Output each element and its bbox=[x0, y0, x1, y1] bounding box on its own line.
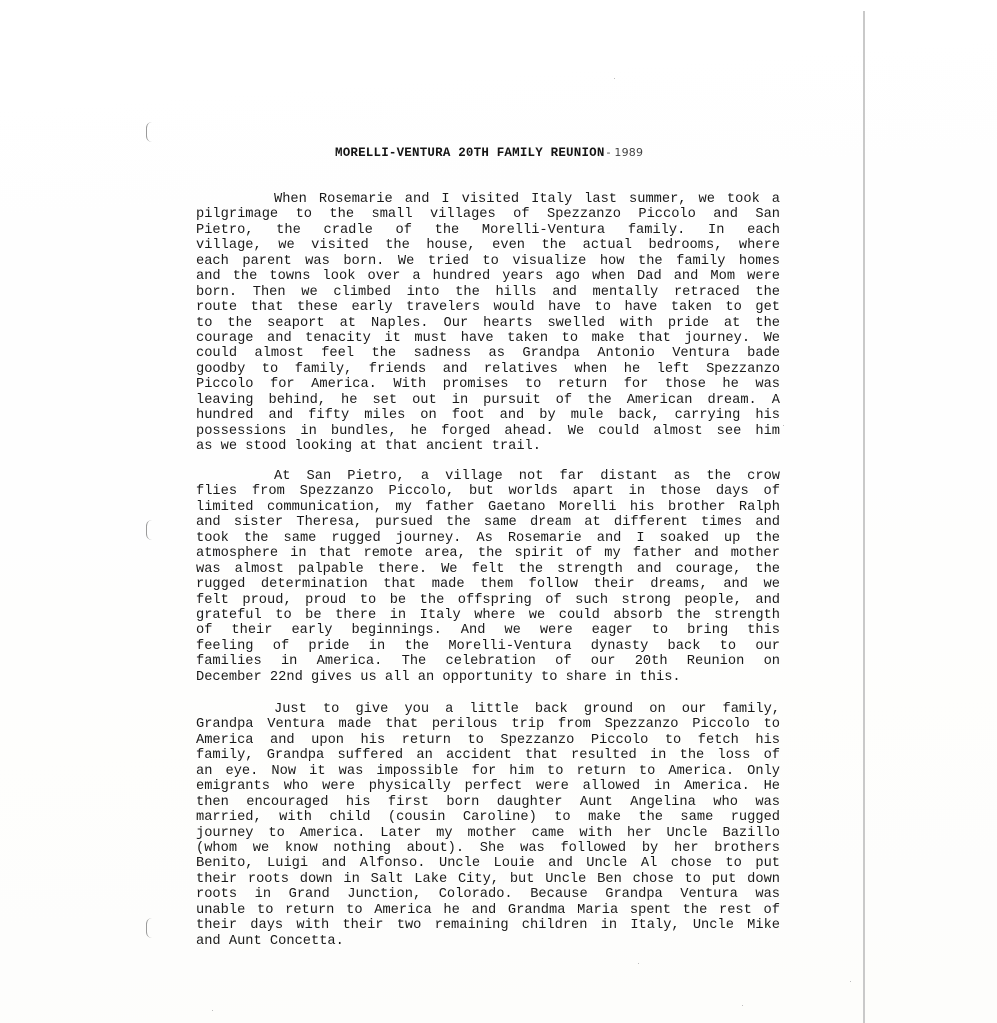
text-line: Pietro, the cradle of the Morelli-Ventura family. In each bbox=[196, 222, 780, 238]
text-line: leaving behind, he set out in pursuit of the American dream. A bbox=[196, 392, 780, 408]
text-line: Piccolo for America. With promises to return for those he was bbox=[196, 377, 780, 393]
paragraph-1 bbox=[196, 192, 780, 454]
scan-speck bbox=[614, 78, 615, 79]
text-line: could almost feel the sadness as Grandpa Antonio Ventura bade bbox=[196, 346, 780, 362]
text-line: atmosphere in that remote area, the spirit of my father and mother bbox=[196, 546, 780, 562]
handwritten-year-annotation: - 1989 bbox=[606, 146, 644, 159]
paragraph-2 bbox=[196, 469, 780, 685]
text-line: courage and tenacity it must have taken to make that journey. We bbox=[196, 330, 780, 346]
text-line: village, we visited the house, even the actual bedrooms, where bbox=[196, 238, 780, 254]
scan-speck bbox=[850, 981, 851, 982]
text-line: route that these early travelers would have to have taken to get bbox=[196, 300, 780, 316]
text-line: born. Then we climbed into the hills and mentally retraced the bbox=[196, 284, 780, 300]
text-line: an eye. Now it was impossible for him to return to America. Only bbox=[196, 763, 780, 779]
text-line: emigrants who were physically perfect were allowed in America. He bbox=[196, 779, 780, 795]
text-line: feeling of pride in the Morelli-Ventura dynasty back to our bbox=[196, 638, 780, 654]
text-line: as we stood looking at that ancient trail. bbox=[196, 439, 541, 454]
text-line: family, Grandpa suffered an accident that resulted in the loss of bbox=[196, 748, 780, 764]
text-line: and the towns look over a hundred years ago when Dad and Mom were bbox=[196, 269, 780, 285]
text-line: felt proud, proud to be the offspring of such strong people, and bbox=[196, 592, 780, 608]
hole-punch-mark bbox=[146, 520, 153, 540]
text-line: flies from Spezzanzo Piccolo, but worlds apart in those days of bbox=[196, 484, 780, 500]
hole-punch-mark bbox=[146, 918, 153, 938]
text-line: goodby to family, friends and relatives when he left Spezzanzo bbox=[196, 361, 780, 377]
text-line: and sister Theresa, pursued the same dream at different times and bbox=[196, 515, 780, 531]
text-line: roots in Grand Junction, Colorado. Because Grandpa Ventura was bbox=[196, 887, 780, 903]
hole-punch-mark bbox=[146, 122, 153, 142]
text-line: rugged determination that made them follow their dreams, and we bbox=[196, 577, 780, 593]
text-line: each parent was born. We tried to visualize how the family homes bbox=[196, 253, 780, 269]
text-line: their roots down in Salt Lake City, but Uncle Ben chose to put down bbox=[196, 871, 780, 887]
text-line: Grandpa Ventura made that perilous trip from Spezzanzo Piccolo to bbox=[196, 717, 780, 733]
text-line: At San Pietro, a village not far distant as the crow bbox=[274, 469, 780, 484]
paragraph-3 bbox=[196, 702, 780, 949]
text-line: grateful to be there in Italy where we could absorb the strength bbox=[196, 607, 780, 623]
text-line: was almost palpable there. We felt the strength and courage, the bbox=[196, 561, 780, 577]
text-line: journey to America. Later my mother came with her Uncle Bazillo bbox=[196, 825, 780, 841]
text-line: families in America. The celebration of our 20th Reunion on bbox=[196, 654, 780, 670]
text-line: December 22nd gives us all an opportunity to share in this. bbox=[196, 669, 681, 685]
scan-speck bbox=[742, 1005, 743, 1006]
text-line: When Rosemarie and I visited Italy last summer, we took a bbox=[274, 192, 780, 207]
page-edge-line bbox=[863, 11, 865, 1023]
text-line: to the seaport at Naples. Our hearts swelled with pride at the bbox=[196, 315, 780, 331]
text-line: Just to give you a little back ground on our family, bbox=[274, 702, 780, 717]
scan-speck bbox=[212, 1010, 213, 1011]
text-line: Benito, Luigi and Alfonso. Uncle Louie and Uncle Al chose to put bbox=[196, 856, 780, 872]
scan-speck bbox=[783, 425, 784, 426]
text-line: and Aunt Concetta. bbox=[196, 933, 344, 949]
text-line: (whom we know nothing about). She was followed by her brothers bbox=[196, 840, 780, 856]
text-line: hundred and fifty miles on foot and by mule back, carrying his bbox=[196, 408, 780, 424]
text-line: unable to return to America he and Grandma Maria spent the rest of bbox=[196, 902, 780, 918]
text-line: married, with child (cousin Caroline) to make the same rugged bbox=[196, 810, 780, 826]
text-line: took the same rugged journey. As Rosemarie and I soaked up the bbox=[196, 530, 780, 546]
document-title bbox=[335, 146, 643, 160]
text-line: of their early beginnings. And we were eager to bring this bbox=[196, 623, 780, 639]
text-line: pilgrimage to the small villages of Spezzanzo Piccolo and San bbox=[196, 207, 780, 223]
scan-speck bbox=[638, 963, 639, 964]
text-line: then encouraged his first born daughter Aunt Angelina who was bbox=[196, 794, 780, 810]
text-line: limited communication, my father Gaetano Morelli his brother Ralph bbox=[196, 499, 780, 515]
text-line: their days with their two remaining children in Italy, Uncle Mike bbox=[196, 918, 780, 934]
text-line: America and upon his return to Spezzanzo Piccolo to fetch his bbox=[196, 732, 780, 748]
text-line: possessions in bundles, he forged ahead. We could almost see him bbox=[196, 423, 780, 439]
title-text: MORELLI-VENTURA 20TH FAMILY REUNION bbox=[335, 146, 605, 160]
